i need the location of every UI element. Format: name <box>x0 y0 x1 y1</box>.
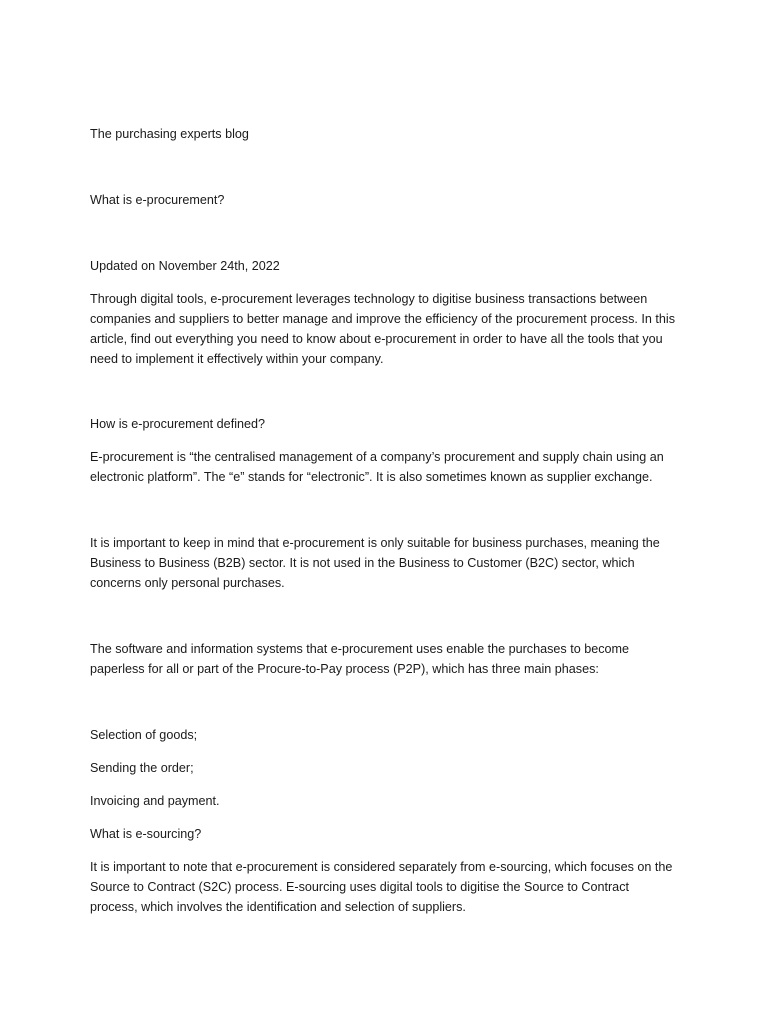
phase-item: Invoicing and payment. <box>90 794 220 808</box>
definition-paragraph: E-procurement is “the centralised management of a company’s procurement and supply chain using an electronic platform”. The “e” stands for “electronic”. It is also sometimes known as supplier exchange. <box>90 450 664 484</box>
intro-paragraph: Through digital tools, e-procurement leverages technology to digitise business transactions between companies and suppliers to better manage and improve the efficiency of the procurement process. In this article, find out everything you need to know about e-procurement in order to have all the tools that you need to implement it effectively within your company. <box>90 292 676 366</box>
esourcing-paragraph: It is important to note that e-procurement is considered separately from e-sourcing, which focuses on the Source to Contract (S2C) process. E-sourcing uses digital tools to digitise the Source to Contract process, which involves the identification and selection of suppliers. <box>90 860 673 914</box>
article-title: What is e-procurement? <box>90 193 225 207</box>
phase-item: Selection of goods; <box>90 728 198 742</box>
updated-date: Updated on November 24th, 2022 <box>90 259 280 273</box>
phase-item: Sending the order; <box>90 761 194 775</box>
section-heading-esourcing: What is e-sourcing? <box>90 827 202 841</box>
p2p-paragraph: The software and information systems that e-procurement uses enable the purchases to become paperless for all or part of the Procure-to-Pay process (P2P), which has three main phases: <box>90 642 630 676</box>
blog-title: The purchasing experts blog <box>90 127 249 141</box>
section-heading-defined: How is e-procurement defined? <box>90 417 266 431</box>
b2b-paragraph: It is important to keep in mind that e-procurement is only suitable for business purchases, meaning the Business to Business (B2B) sector. It is not used in the Business to Customer (B2C) sector, which concerns only personal purchases. <box>90 536 660 590</box>
